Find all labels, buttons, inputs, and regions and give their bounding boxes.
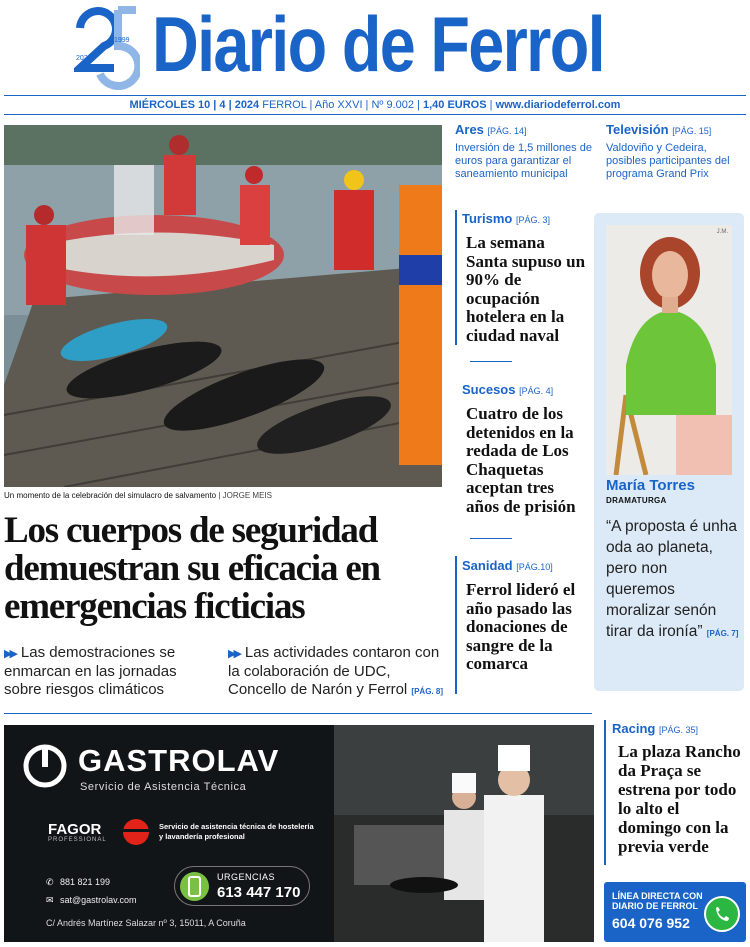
story-headline: La semana Santa supuso un 90% de ocupación hotelera en la ciudad naval [466,233,586,345]
caption-text: Un momento de la celebración del simulacro de salvamento [4,491,217,500]
brief-ares[interactable] [455,122,595,181]
masthead [0,0,750,92]
subhead-1 [4,644,218,699]
ad-tagline: Servicio de Asistencia Técnica [80,781,247,793]
profile-role: DRAMATURGA [606,496,667,505]
mobile-phone-icon [180,872,209,901]
dateline-info: FERROL | Año XXVI | Nº 9.002 | [259,99,423,111]
envelope-icon: ✉ [46,895,54,905]
anniversary-25-logo [74,6,140,90]
double-triangle-icon: ▶▶ [228,648,239,660]
story-sanidad[interactable] [462,558,588,674]
profile-name: María Torres [606,477,695,494]
ad-address: C/ Andrés Martínez Salazar nº 3, 15011, A Coruña [46,918,246,928]
section-rule [4,713,592,714]
story-headline: Cuatro de los detenidos en la redada de Los Chaquetas aceptan tres años de prisión [466,404,576,516]
phone-text: 881 821 199 [60,877,111,887]
hero-photo[interactable] [4,125,442,487]
dateline-price: 1,40 EUROS [422,99,487,111]
accent-bar [455,210,457,345]
partner-logo: FAGOR [48,821,102,838]
fagor-swoosh-icon [120,818,152,846]
anniversary-end: 2024 [76,55,92,62]
page-ref: [PÁG. 4] [519,386,554,396]
portrait-image [606,225,732,475]
page-ref: [PÁG.10] [516,562,553,572]
photo-credit: J.M. [716,229,728,235]
ad-email[interactable] [46,895,137,906]
urgent-label: URGENCIAS [217,872,276,882]
page-ref[interactable]: [PÁG. 8] [411,687,443,696]
story-section: Racing [612,721,656,736]
story-racing[interactable] [612,721,746,856]
whatsapp-label: LÍNEA DIRECTA CON DIARIO DE FERROL [612,891,703,911]
subhead-2 [228,644,446,701]
profile-quote [606,516,740,644]
brief-section: Ares [455,122,484,137]
dateline-separator: | [486,99,496,111]
email-text: sat@gastrolav.com [60,895,137,905]
anniversary-start: 1999 [114,37,130,44]
urgent-phone: 613 447 170 [217,884,301,901]
portrait-photo [606,225,732,475]
story-headline: La plaza Rancho da Praça se estrena por todo lo alto el domingo con la previa verde [618,742,741,856]
phone-icon: ✆ [46,877,54,887]
dateline [4,95,746,115]
page-ref: [PÁG. 35] [658,725,698,735]
page-ref: [PÁG. 3] [515,215,550,225]
subhead-1-text: Las demostraciones se enmarcan en las jornadas sobre riesgos climáticos [4,644,177,698]
page-ref[interactable]: [PÁG. 7] [706,629,739,638]
partner-subtitle: PROFESSIONAL [48,837,107,843]
story-divider [470,538,512,539]
story-section: Sanidad [462,558,513,573]
brief-text: Inversión de 1,5 millones de euros para garantizar el saneamiento municipal [455,142,592,180]
page-ref: [PÁG. 15] [672,126,712,136]
story-divider [470,361,512,362]
whatsapp-contact-box[interactable] [604,882,746,942]
rescue-drill-image [4,125,442,487]
power-logo-icon [22,743,68,789]
brief-section: Televisión [606,122,669,137]
whatsapp-phone: 604 076 952 [612,915,690,931]
accent-bar [455,556,457,694]
profile-box[interactable] [594,213,744,691]
story-headline: Ferrol lideró el año pasado las donaciones de sangre de la comarca [466,580,576,673]
dateline-website[interactable]: www.diariodeferrol.com [495,99,621,111]
quote-text: “A proposta é unha oda ao planeta, pero non queremos moralizar senón tirar da ironía” [606,518,737,640]
ad-phone[interactable] [46,877,110,888]
brief-text: Valdoviño y Cedeira, posibles participantes del programa Grand Prix [606,142,730,180]
main-headline[interactable]: Los cuerpos de seguridad demuestran su eficacia en emergencias ficticias [4,510,380,627]
photo-caption [4,491,272,500]
photo-credit: | JORGE MEIS [216,491,272,500]
brief-television[interactable] [606,122,746,181]
dateline-date: MIÉRCOLES 10 | 4 | 2024 [129,99,260,111]
page-ref: [PÁG. 14] [487,126,527,136]
story-section: Sucesos [462,382,516,397]
kitchen-photo [334,725,594,942]
story-turismo[interactable] [462,211,588,345]
urgent-contact[interactable] [174,866,310,906]
subhead-2-text: Las actividades contaron con la colaboración de UDC, Concello de Narón y Ferrol [228,644,440,698]
advertisement-gastrolav[interactable] [4,725,594,942]
whatsapp-icon [704,896,740,932]
accent-bar [604,720,606,865]
double-triangle-icon: ▶▶ [4,648,15,660]
story-sucesos[interactable] [462,382,588,516]
ad-service: Servicio de asistencia técnica de hostelería y lavandería profesional [159,822,314,841]
story-section: Turismo [462,211,513,226]
masthead-title: Diario de Ferrol [152,0,604,88]
ad-brand: GASTROLAV [78,743,280,778]
